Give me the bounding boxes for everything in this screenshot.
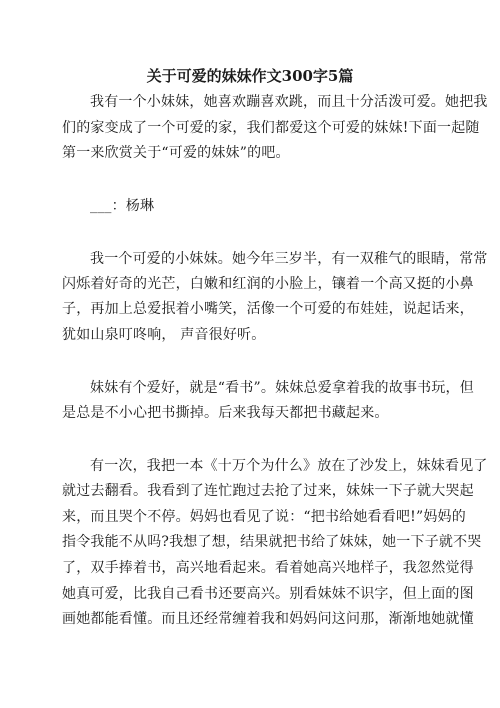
document-title: 关于可爱的妹妹作文300字5篇 — [146, 67, 354, 85]
paragraph-1-line-3: 第一来欣赏关于“可爱的妹妹”的吧。 — [62, 145, 290, 161]
paragraph-5-line-5: 了，双手捧着书，高兴地看起来。看着她高兴地样子，我忽然觉得 — [62, 560, 474, 576]
paragraph-5-line-7: 画她都能看懂。而且还经常缠着我和妈妈问这问那，渐渐地她就懂 — [62, 611, 474, 627]
paragraph-5-line-6: 她真可爱，比我自己看书还要高兴。别看妹妹不识字，但上面的图 — [62, 586, 474, 602]
author-line: ___：杨琳 — [90, 198, 155, 214]
paragraph-3-line-1: 我一个可爱的小妹妹。她今年三岁半，有一双稚气的眼睛，常常 — [90, 251, 488, 267]
paragraph-3-line-3: 子，再加上总爱抿着小嘴笑，活像一个可爱的布娃娃，说起话来， — [62, 301, 474, 317]
paragraph-4-line-2: 是总是不小心把书撕掉。后来我每天都把书藏起来。 — [62, 405, 389, 421]
paragraph-5-line-4: 指令我能不从吗?我想了想，结果就把书给了妹妹，她一下子就不哭 — [62, 534, 482, 550]
paragraph-3-line-2: 闪烁着好奇的光芒，白嫩和红润的小脸上，镶着一个高又挺的小鼻 — [62, 276, 474, 292]
paragraph-5-line-3: 来，而且哭个不停。妈妈也看见了说：“把书给她看看吧!”妈妈的 — [62, 509, 466, 525]
paragraph-1-line-1: 我有一个小妹妹，她喜欢蹦喜欢跳，而且十分活泼可爱。她把我 — [90, 94, 488, 110]
paragraph-1-line-2: 们的家变成了一个可爱的家，我们都爱这个可爱的妹妹!下面一起随 — [62, 120, 480, 136]
paragraph-4-line-1: 妹妹有个爱好，就是“看书”。妹妹总爱拿着我的故事书玩，但 — [90, 380, 474, 396]
paragraph-5-line-2: 就过去翻看。我看到了连忙跑过去抢了过来，妹妹一下子就大哭起 — [62, 483, 474, 499]
paragraph-5-line-1: 有一次，我把一本《十万个为什么》放在了沙发上，妹妹看见了 — [90, 458, 488, 474]
paragraph-3-line-4: 犹如山泉叮咚响， 声音很好听。 — [62, 327, 266, 343]
